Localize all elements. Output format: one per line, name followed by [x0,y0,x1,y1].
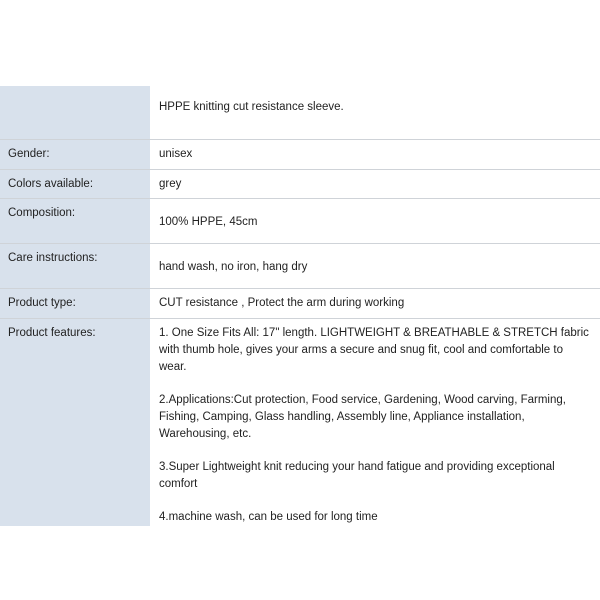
spec-row-type [0,288,600,318]
spec-label-empty [0,86,150,139]
product-spec-table [0,86,600,526]
type-label: Product type: [8,296,76,309]
gender-label: Gender: [8,147,50,160]
feature-item: 2.Applications:Cut protection, Food service, Gardening, Wood carving, Farming, Fishing, Camping, Glass handling, Assembly line, Appliance installation, Warehousing, etc. [159,393,566,440]
type-value: CUT resistance , Protect the arm during working [159,296,405,309]
feature-item: 4.machine wash, can be used for long time [159,510,378,523]
spec-row-title [0,86,600,139]
product-title: HPPE knitting cut resistance sleeve. [159,101,344,113]
feature-item: 3.Super Lightweight knit reducing your hand fatigue and providing exceptional comfort [159,460,555,490]
feature-item: 1. One Size Fits All: 17" length. LIGHTWEIGHT & BREATHABLE & STRETCH fabric with thumb hole, gives your arms a secure and snug fit, cool and comfortable to wear. [159,326,589,373]
care-value: hand wash, no iron, hang dry [159,260,308,273]
composition-label: Composition: [8,206,76,219]
spec-value-title [150,86,600,139]
care-label: Care instructions: [8,251,98,264]
composition-value: 100% HPPE, 45cm [159,215,258,228]
features-label: Product features: [8,326,96,339]
spec-row-features [0,318,600,526]
colors-label: Colors available: [8,177,94,190]
spec-row-colors [0,169,600,198]
colors-value: grey [159,177,182,190]
spec-row-composition [0,198,600,243]
spec-row-gender [0,139,600,169]
gender-value: unisex [159,147,193,160]
spec-row-care [0,243,600,288]
features-list [150,318,600,526]
